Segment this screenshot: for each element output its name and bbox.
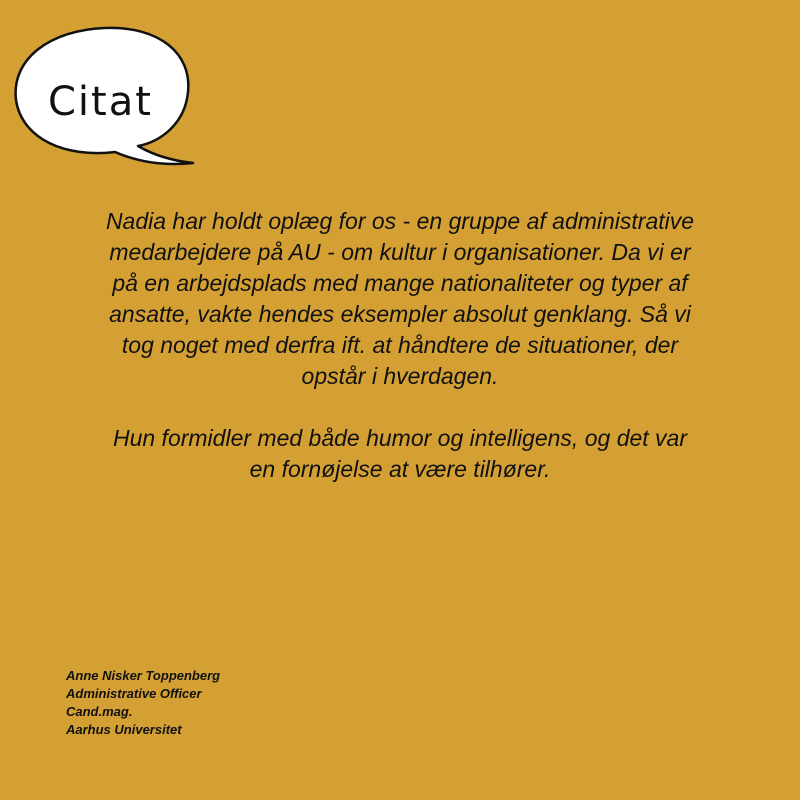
- signature-name: Anne Nisker Toppenberg: [66, 668, 221, 683]
- bubble-label: Citat: [48, 79, 153, 125]
- signature: [66, 667, 220, 739]
- quote-paragraph-1: Nadia har holdt oplæg for os - en gruppe af administrative medarbejdere på AU - om kultur i organisationer. Da vi er på en arbejdsplads med mange nationaliteter og typer af ansatte, vakte hendes eksempler absolut genklang. Så vi tog noget med derfra ift. at håndtere de situationer, der opstår i hverdagen.: [105, 208, 695, 389]
- signature-institution: Aarhus Universitet: [66, 722, 182, 737]
- quote-paragraph-2: Hun formidler med både humor og intelligens, og det var en fornøjelse at være tilhører.: [112, 425, 688, 482]
- quote-text: [100, 206, 700, 485]
- signature-title: Administrative Officer: [66, 686, 202, 701]
- speech-bubble: [10, 24, 200, 169]
- signature-degree: Cand.mag.: [66, 704, 133, 719]
